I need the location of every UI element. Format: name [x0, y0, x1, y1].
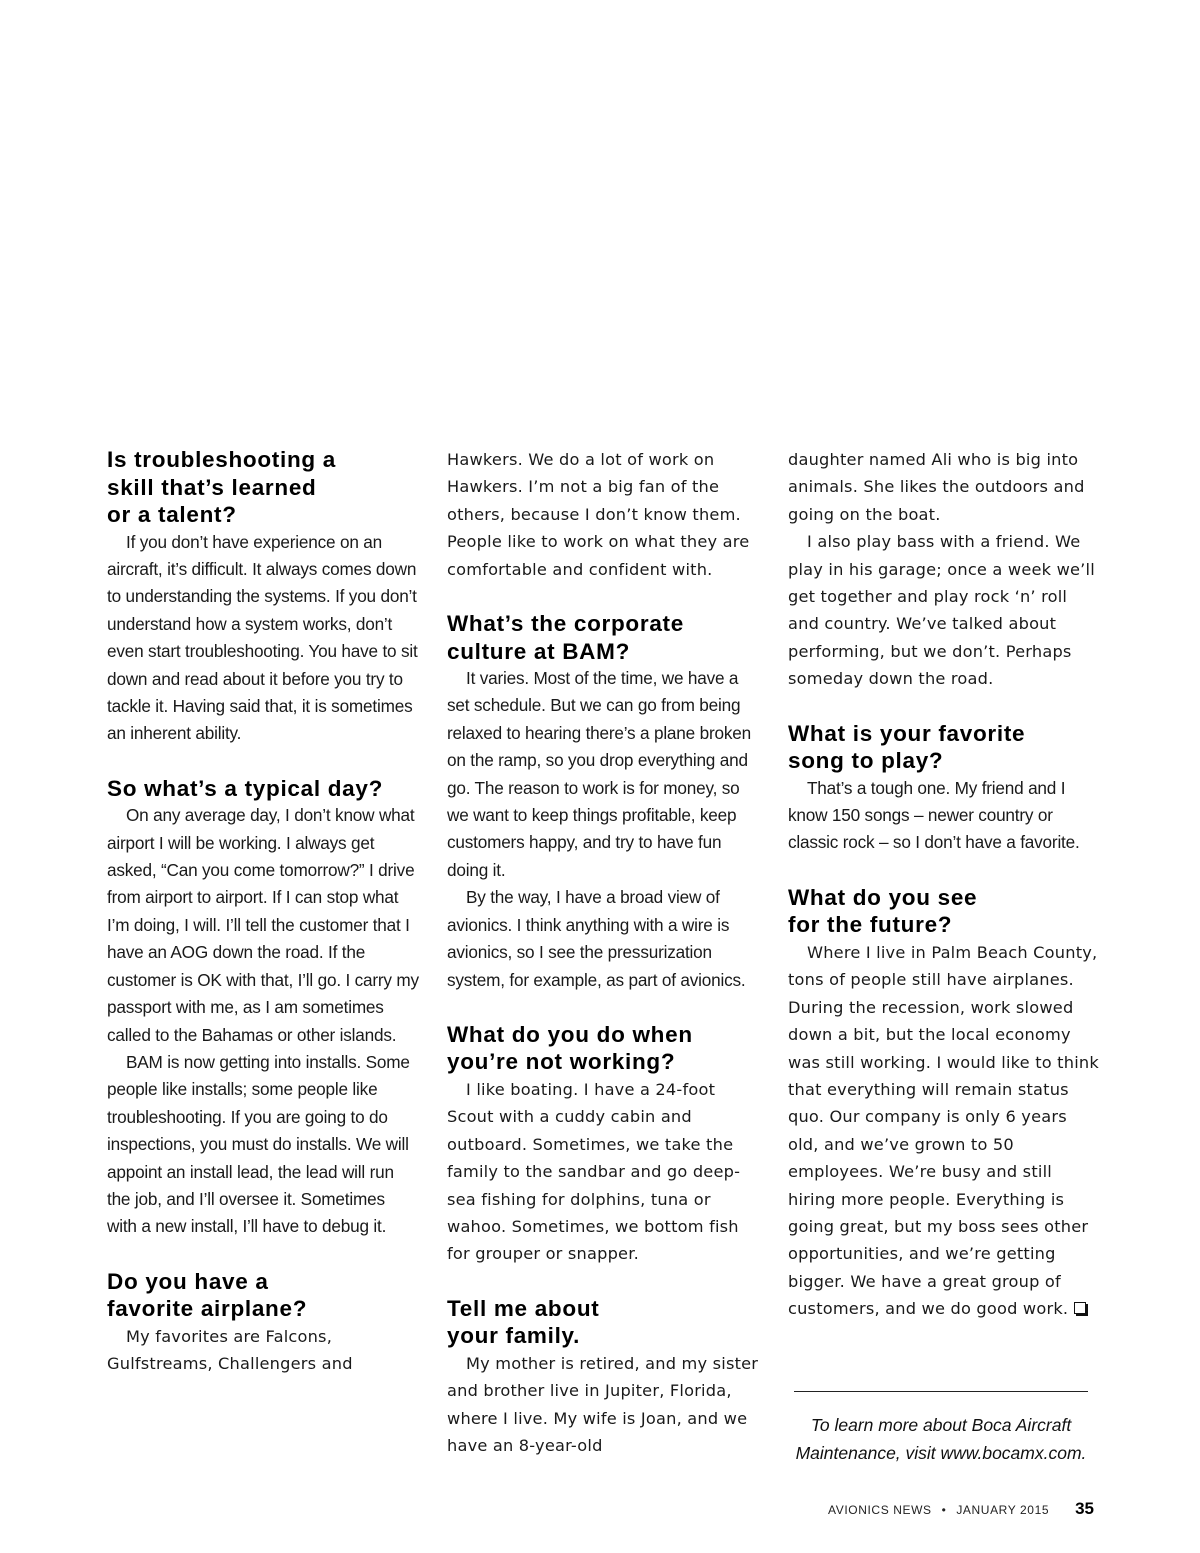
section-heading: Is troubleshooting a skill that’s learned or a talent? — [107, 447, 337, 527]
divider-rule — [794, 1391, 1088, 1392]
section-favorite-airplane — [107, 1268, 419, 1378]
section-family — [447, 1295, 759, 1460]
section-troubleshooting — [107, 446, 419, 748]
section-heading: So what’s a typical day? — [107, 775, 384, 801]
page-number: 35 — [1075, 1499, 1094, 1518]
page-footer — [828, 1499, 1094, 1519]
section-continued — [788, 446, 1100, 693]
section-continued — [447, 446, 759, 583]
section-heading: What is your favorite song to play? — [788, 720, 1026, 774]
section-heading: What do you do when you’re not working? — [447, 1021, 693, 1075]
section-typical-day — [107, 775, 419, 1241]
section-heading: Do you have a favorite airplane? — [107, 1268, 308, 1322]
paragraph: BAM is now getting into installs. Some people like installs; some people like troubleshooting. If you are going to do inspections, you must do installs. We will appoint an install lead, the lead will run the job, and I’ll oversee it. Sometimes with a new install, I’ll have to debug it. — [107, 1051, 410, 1237]
paragraph: That’s a tough one. My friend and I know 150 songs – newer country or classic rock – so I don’t have a favorite. — [788, 777, 1080, 853]
section-favorite-song — [788, 720, 1100, 857]
paragraph: On any average day, I don’t know what airport I will be working. I always get asked, “Can you come tomorrow?” I drive from airport to airport. If I can stop what I’m doing, I will. I’ll tell the customer that I have an AOG down the road. If the customer is OK with that, I’ll go. I carry my passport with me, as I am sometimes called to the Bahamas or other islands. — [107, 805, 419, 1045]
section-future — [788, 884, 1100, 1323]
column-2 — [447, 446, 759, 1486]
paragraph: If you don’t have experience on an aircraft, it’s difficult. It always comes down to understanding the systems. If you don’t understand how a system works, don’t even start troubleshooting. You have to sit down and read about it before you try to tackle it. Having said that, it is sometimes an inherent ability. — [107, 531, 418, 744]
paragraph: Hawkers. We do a lot of work on Hawkers. I’m not a big fan of the others, because I don’t know them. People like to work on what they are comfortable and confident with. — [447, 450, 750, 579]
publication-name: AVIONICS NEWS — [828, 1503, 932, 1517]
promo-note: To learn more about Boca Aircraft Maintenance, visit www.bocamx.com. — [795, 1415, 1087, 1463]
paragraph: I like boating. I have a 24-foot Scout with a cuddy cabin and outboard. Sometimes, we take the family to the sandbar and go deep-sea fishing for dolphins, tuna or wahoo. Sometimes, we bottom fish for grouper or snapper. — [447, 1079, 741, 1264]
paragraph: daughter named Ali who is big into animals. She likes the outdoors and going on the boat. — [788, 450, 1085, 524]
section-heading: Tell me about your family. — [447, 1295, 600, 1349]
section-corporate-culture — [447, 610, 759, 994]
paragraph: Where I live in Palm Beach County, tons of people still have airplanes. During the recession, work slowed down a bit, but the local economy was still working. I would like to think that everything will remain status quo. Our company is only 6 years old, and we’ve grown to 50 employees. We’re busy and still hiring more people. Everything is going great, but my boss sees other opportunities, and we’re getting bigger. We have a great group of customers, and we do good work. — [788, 942, 1099, 1319]
paragraph: My favorites are Falcons, Gulfstreams, Challengers and — [107, 1326, 353, 1374]
paragraph: By the way, I have a broad view of avionics. I think anything with a wire is avionics, so I see the pressurization system, for example, as part of avionics. — [447, 887, 746, 990]
paragraph: It varies. Most of the time, we have a set schedule. But we can go from being relaxed to hearing there’s a plane broken on the ramp, so you drop everything and go. The reason to work is for money, so we want to keep things profitable, keep customers happy, and try to have fun doing it. — [447, 668, 751, 880]
column-3 — [788, 446, 1100, 1350]
section-not-working — [447, 1021, 759, 1268]
end-of-story-box-icon — [1074, 1302, 1086, 1314]
paragraph: My mother is retired, and my sister and brother live in Jupiter, Florida, where I live. My wife is Joan, and we have an 8-year-old — [447, 1353, 759, 1455]
section-heading: What’s the corporate culture at BAM? — [447, 611, 684, 664]
section-heading: What do you see for the future? — [788, 884, 978, 938]
bullet-separator: • — [941, 1503, 947, 1517]
paragraph: I also play bass with a friend. We play in his garage; once a week we’ll get together and play rock ‘n’ roll and country. We’ve talked about performing, but we don’t. Perhaps someday down the road. — [788, 532, 1095, 689]
column-1 — [107, 446, 419, 1405]
issue-date: JANUARY 2015 — [956, 1503, 1050, 1517]
